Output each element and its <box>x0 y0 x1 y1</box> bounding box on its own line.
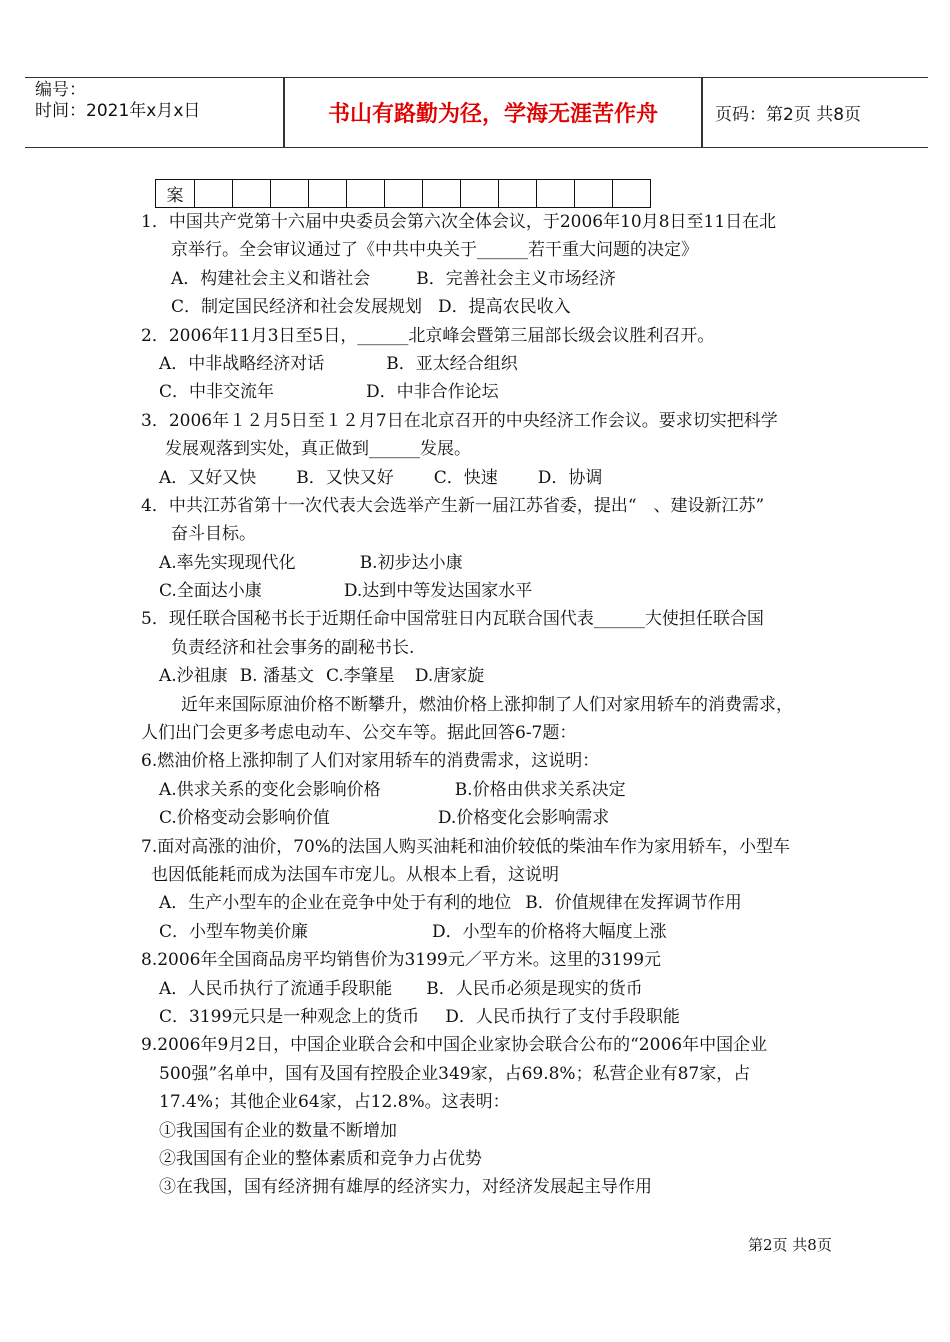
option: C.李肇星 <box>326 666 395 687</box>
option: C．快速 <box>433 467 498 488</box>
option: D.价格变化会影响需求 <box>437 808 610 829</box>
option: D.唐家旋 <box>414 666 485 687</box>
option: B．亚太经合组织 <box>386 353 518 374</box>
header-page-info: 页码：第2页 共8页 <box>715 105 862 125</box>
option: C．制定国民经济和社会发展规划 <box>171 297 423 318</box>
option: D．人民币执行了支付手段职能 <box>445 1006 680 1027</box>
option: A．中非战略经济对话 <box>159 353 325 374</box>
question-1-stem-cont: 京举行。全会审议通过了《中共中央关于______若干重大问题的决定》 <box>171 240 698 261</box>
question-9-stem-cont: 500强”名单中，国有及国有控股企业349家，占69.8%；私营企业有87家，占 <box>159 1063 751 1084</box>
question-4-stem: 4．中共江苏省第十一次代表大会选举产生新一届江苏省委，提出“ 、建设新江苏” <box>141 495 765 516</box>
header-divider <box>701 78 703 147</box>
option: A．构建社会主义和谐社会 <box>171 268 371 289</box>
question-8-stem: 8.2006年全国商品房平均销售价为3199元／平方米。这里的3199元 <box>141 950 662 971</box>
question-8-options-row <box>141 1003 861 1031</box>
passage-line: 人们出门会更多考虑电动车、公交车等。据此回答6-7题： <box>141 723 577 744</box>
answer-table <box>155 179 651 208</box>
option: D．提高农民收入 <box>438 297 571 318</box>
question-1-options-row <box>141 265 861 293</box>
option: C.全面达小康 <box>159 581 262 602</box>
question-list <box>141 208 861 1202</box>
option: B．完善社会主义市场经济 <box>416 268 616 289</box>
question-7-options-row <box>141 889 861 917</box>
question-7-stem-cont: 也因低能耗而成为法国车市宠儿。从根本上看，这说明 <box>151 864 559 885</box>
option: B. 潘基文 <box>239 666 314 687</box>
answer-cell[interactable] <box>385 180 423 208</box>
answer-cell[interactable] <box>613 180 651 208</box>
option: D．小型车的价格将大幅度上涨 <box>432 921 667 942</box>
answer-cell[interactable] <box>347 180 385 208</box>
option: D．中非合作论坛 <box>366 382 499 403</box>
question-5-options-row <box>141 662 861 690</box>
question-9-stem-cont: 17.4%；其他企业64家，占12.8%。这表明： <box>159 1092 510 1113</box>
answer-cell[interactable] <box>499 180 537 208</box>
option: D.达到中等发达国家水平 <box>343 581 533 602</box>
option: A．人民币执行了流通手段职能 <box>159 978 393 999</box>
question-3-stem: 3．2006年１２月5日至１２月7日在北京召开的中央经济工作会议。要求切实把科学 <box>141 410 778 431</box>
option: A．又好又快 <box>159 467 257 488</box>
option: A.沙祖康 <box>159 666 228 687</box>
option: A．生产小型车的企业在竞争中处于有利的地位 <box>159 893 512 914</box>
option: C.价格变动会影响价值 <box>159 808 330 829</box>
question-9-item: ②我国国有企业的整体素质和竞争力占优势 <box>159 1148 482 1169</box>
answer-cell[interactable] <box>461 180 499 208</box>
question-6-options-row <box>141 776 861 804</box>
question-5-stem: 5．现任联合国秘书长于近期任命中国常驻日内瓦联合国代表______大使担任联合国 <box>141 609 764 630</box>
answer-cell[interactable] <box>423 180 461 208</box>
option: A.率先实现现代化 <box>159 552 296 573</box>
question-2-options-row <box>141 378 861 406</box>
option: A.供求关系的变化会影响价格 <box>159 779 381 800</box>
question-3-stem-cont: 发展观落到实处，真正做到______发展。 <box>165 439 471 460</box>
question-7-stem: 7.面对高涨的油价，70%的法国人购买油耗和油价较低的柴油车作为家用轿车，小型车 <box>141 836 791 857</box>
question-8-options-row <box>141 975 861 1003</box>
page-footer: 第2页 共8页 <box>748 1236 832 1254</box>
header-meta <box>35 80 285 122</box>
question-9-item: ③在我国，国有经济拥有雄厚的经济实力，对经济发展起主导作用 <box>159 1177 652 1198</box>
question-4-stem-cont: 奋斗目标。 <box>171 524 256 545</box>
option: B．又快又好 <box>296 467 394 488</box>
question-7-options-row <box>141 918 861 946</box>
answer-cell[interactable] <box>537 180 575 208</box>
number-label: 编号： <box>35 80 86 100</box>
answer-cell[interactable] <box>195 180 233 208</box>
option: C．3199元只是一种观念上的货币 <box>159 1006 420 1027</box>
option: B.价格由供求关系决定 <box>454 779 626 800</box>
option: C．中非交流年 <box>159 382 275 403</box>
question-6-options-row <box>141 804 861 832</box>
page-header <box>25 77 928 148</box>
option: D．协调 <box>537 467 603 488</box>
option: B.初步达小康 <box>359 552 463 573</box>
option: C．小型车物美价廉 <box>159 921 309 942</box>
question-1-stem: 1．中国共产党第十六届中央委员会第六次全体会议，于2006年10月8日至11日在北 <box>141 212 777 232</box>
question-3-options-row <box>141 464 861 492</box>
question-4-options-row <box>141 549 861 577</box>
time-label: 时间：2021年x月x日 <box>35 101 201 121</box>
question-6-stem: 6.燃油价格上涨抑制了人们对家用轿车的消费需求，这说明： <box>141 751 600 772</box>
question-2-options-row <box>141 350 861 378</box>
answer-cell[interactable] <box>575 180 613 208</box>
option: B．人民币必须是现实的货币 <box>426 978 643 999</box>
question-9-stem: 9.2006年9月2日，中国企业联合会和中国企业家协会联合公布的“2006年中国企业 <box>141 1035 768 1056</box>
question-2-stem: 2．2006年11月3日至5日，______北京峰会暨第三届部长级会议胜利召开。 <box>141 325 715 346</box>
passage-line: 近年来国际原油价格不断攀升，燃油价格上涨抑制了人们对家用轿车的消费需求， <box>181 694 793 715</box>
question-5-stem-cont: 负责经济和社会事务的副秘书长. <box>171 637 415 658</box>
option: B．价值规律在发挥调节作用 <box>525 893 742 914</box>
question-1-options-row <box>141 293 861 321</box>
header-motto: 书山有路勤为径，学海无涯苦作舟 <box>327 102 658 127</box>
question-9-item: ①我国国有企业的数量不断增加 <box>159 1120 397 1141</box>
question-4-options-row <box>141 577 861 605</box>
answer-table-label: 案 <box>156 180 195 208</box>
answer-cell[interactable] <box>233 180 271 208</box>
answer-cell[interactable] <box>309 180 347 208</box>
answer-cell[interactable] <box>271 180 309 208</box>
